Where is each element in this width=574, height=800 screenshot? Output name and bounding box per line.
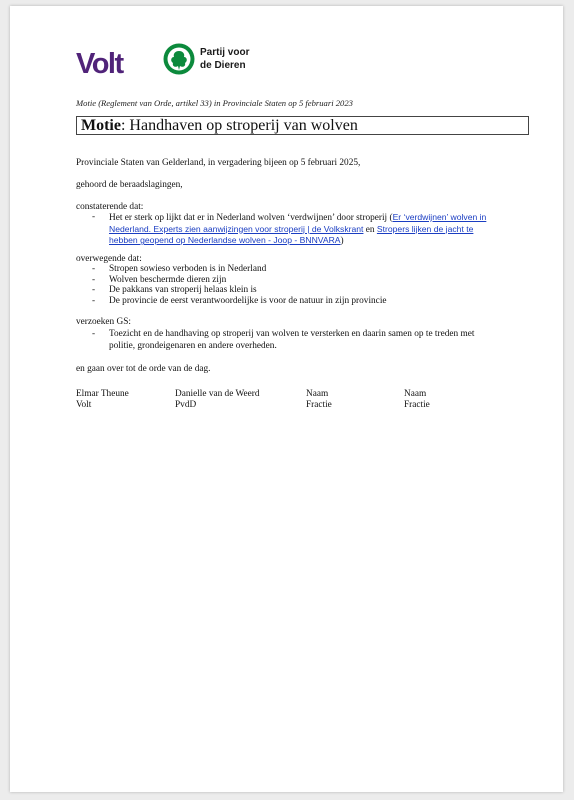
signature-block xyxy=(175,389,260,411)
overwegende-item: De provincie de eerst verantwoordelijke is voor de natuur in zijn provincie xyxy=(109,295,387,306)
signature-name: Naam xyxy=(404,389,427,399)
constaterende-end: ) xyxy=(340,236,344,247)
bnnvara-link[interactable]: Stropers lijken de jacht te hebben geopend op Nederlandse wolven - Joop - BNNVARA xyxy=(109,223,474,246)
signature-name: Danielle van de Weerd xyxy=(175,389,260,399)
signature-name: Naam xyxy=(306,389,329,399)
volkskrant-link[interactable]: Er ‘verdwijnen’ wolven in Nederland. Experts zien aanwijzingen voor stroperij | de Volkskrant xyxy=(109,212,487,234)
signature-block xyxy=(404,389,430,411)
motion-title xyxy=(76,116,529,135)
pvdd-logo-icon xyxy=(162,42,196,76)
verzoeken-list xyxy=(76,328,496,352)
pvdd-logo-text xyxy=(200,46,249,72)
list-item: - Toezicht en de handhaving op stroperij van wolven te versterken en daarin samen op te treden met politie, grondeigenaren en andere overheden. xyxy=(92,329,475,351)
signature-party: Fractie xyxy=(306,400,332,410)
signature-party: Volt xyxy=(76,400,92,410)
signature-party: PvdD xyxy=(175,400,197,410)
signature-block xyxy=(76,389,129,411)
signature-party: Fractie xyxy=(404,400,430,410)
overwegende-item: De pakkans van stroperij helaas klein is xyxy=(109,285,257,296)
logo-bar xyxy=(76,42,276,82)
volt-logo: Volt xyxy=(76,48,123,80)
overwegende-heading: overwegende dat: xyxy=(76,254,142,264)
verzoeken-item: Toezicht en de handhaving op stroperij van wolven te versterken en daarin samen op te treden met politie, grondeigenaren en andere overheden. xyxy=(109,329,475,351)
list-item: - De pakkans van stroperij helaas klein is xyxy=(92,285,257,296)
document-subtitle: Motie (Reglement van Orde, artikel 33) in Provinciale Staten op 5 februari 2023 xyxy=(76,98,353,108)
pvdd-logo-line2: de Dieren xyxy=(200,60,246,71)
list-item: - De provincie de eerst verantwoordelijke is voor de natuur in zijn provincie xyxy=(92,295,387,306)
motion-title-text: : Handhaven op stroperij van wolven xyxy=(120,117,358,134)
overwegende-item: Wolven beschermde dieren zijn xyxy=(109,274,227,285)
constaterende-heading: constaterende dat: xyxy=(76,202,144,212)
closing-paragraph: en gaan over tot de orde van de dag. xyxy=(76,364,211,374)
constaterende-list xyxy=(76,212,496,247)
constaterende-text: Het er sterk op lijkt dat er in Nederland wolven ‘verdwijnen’ door stroperij ( xyxy=(109,213,393,223)
heard-paragraph: gehoord de beraadslagingen, xyxy=(76,180,183,190)
list-item: - Stropen sowieso verboden is in Nederland xyxy=(92,264,267,274)
pvdd-logo-line1: Partij voor xyxy=(200,47,250,58)
list-item: - Het er sterk op lijkt dat er in Nederland wolven ‘verdwijnen’ door stroperij (Er ‘verdwijnen’ wolven in Nederland. Experts zien aanwijzingen voor stroperij | de Volkskrant en Stropers lijken de jacht te hebben geopend op Nederlandse wolven - Joop - BNNVARA) xyxy=(92,212,487,247)
signature-name: Elmar Theune xyxy=(76,389,129,399)
list-item: - Wolven beschermde dieren zijn xyxy=(92,274,227,285)
signature-block xyxy=(306,389,332,411)
overwegende-item: Stropen sowieso verboden is in Nederland xyxy=(109,264,267,274)
document-page xyxy=(10,6,563,792)
intro-paragraph: Provinciale Staten van Gelderland, in vergadering bijeen op 5 februari 2025, xyxy=(76,158,361,168)
verzoeken-heading: verzoeken GS: xyxy=(76,317,131,327)
motion-title-label: Motie xyxy=(81,117,121,134)
link-separator: en xyxy=(363,224,377,235)
overwegende-list xyxy=(76,264,496,306)
